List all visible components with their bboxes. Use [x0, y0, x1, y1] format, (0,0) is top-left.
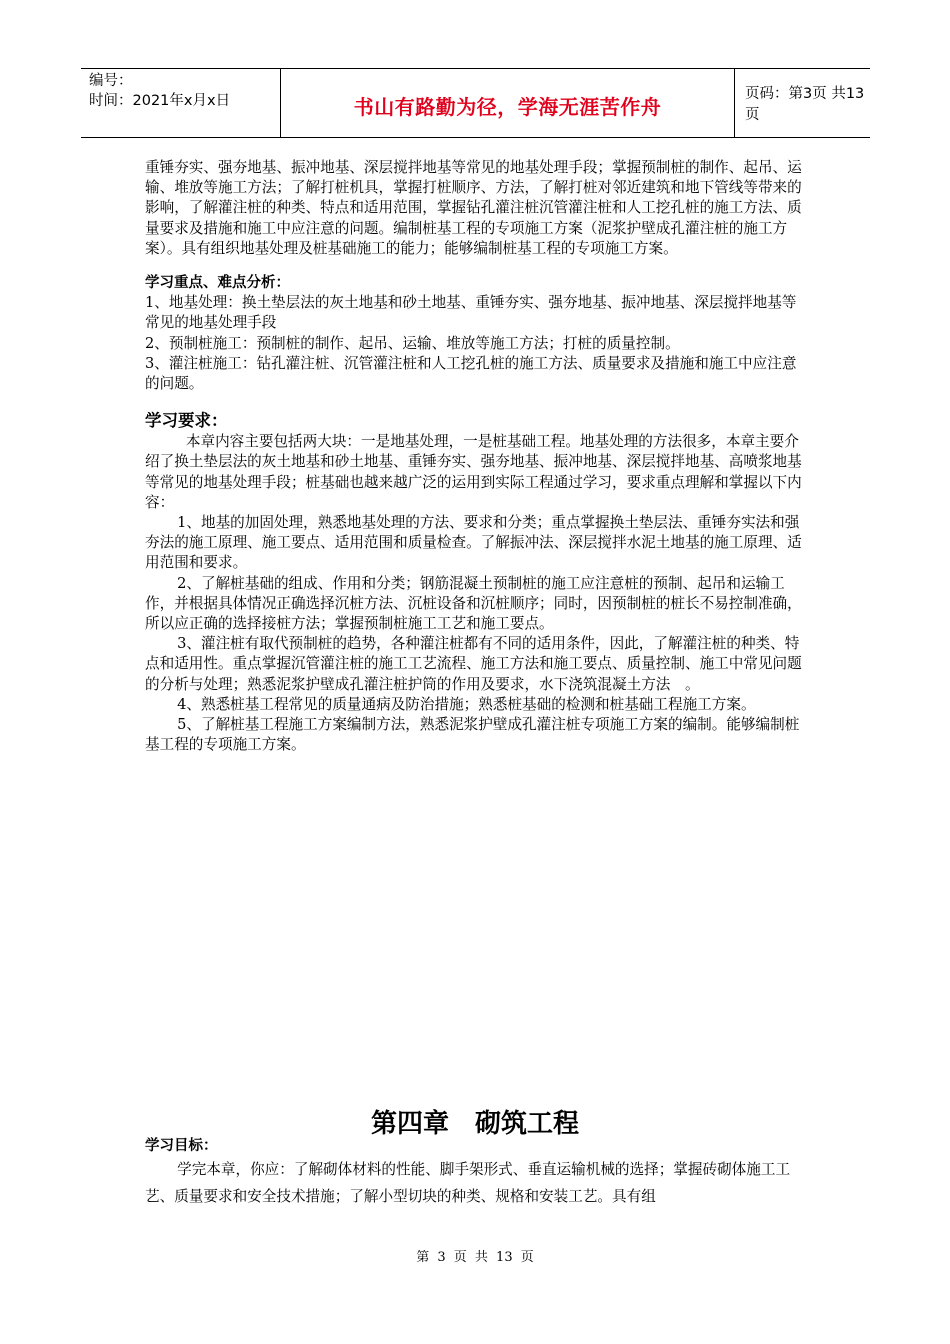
- chapter-title: 第四章 砌筑工程: [370, 1109, 579, 1139]
- key-point-item: 2、预制桩施工：预制桩的制作、起吊、运输、堆放等施工方法；打桩的质量控制。: [145, 334, 680, 352]
- motto-text: 书山有路勤为径，学海无涯苦作舟: [353, 95, 662, 119]
- header-page-cell: [735, 69, 870, 137]
- objectives-text: 学完本章，你应：了解砌体材料的性能、脚手架形式、垂直运输机械的选择；掌握砖砌体施工工艺、质量要求和安全技术措施；了解小型切块的种类、规格和安装工艺。具有组: [145, 1161, 791, 1205]
- key-points-heading: 学习重点、难点分析：: [145, 275, 290, 292]
- intro-paragraph: 重锤夯实、强夯地基、振冲地基、深层搅拌地基等常见的地基处理手段；掌握预制桩的制作、起吊、运输、堆放等施工方法；了解打桩机具，掌握打桩顺序、方法，了解打桩对邻近建筑和地下管线等带来的影响，了解灌注桩的种类、特点和适用范围，掌握钻孔灌注桩沉管灌注桩和人工挖孔桩的施工方法、质量要求及措施和施工中应注意的问题。编制桩基工程的专项施工方案（泥浆护壁成孔灌注桩的施工方案）。具有组织地基处理及桩基础施工的能力；能够编制桩基工程的专项施工方案。: [145, 159, 802, 257]
- requirement-item: 3、灌注桩有取代预制桩的趋势，各种灌注桩都有不同的适用条件，因此，了解灌注桩的种类、特点和适用性。重点掌握沉管灌注桩的施工工艺流程、施工方法和施工要点、质量控制、施工中常见问题的分析与处理；熟悉泥浆护壁成孔灌注桩护筒的作用及要求，水下浇筑混凝土方法 。: [145, 635, 802, 693]
- requirement-item: 5、了解桩基工程施工方案编制方法，熟悉泥浆护壁成孔灌注桩专项施工方案的编制。能够编制桩基工程的专项施工方案。: [145, 716, 800, 754]
- chapter-content: [145, 1135, 810, 1210]
- requirements-intro: 本章内容主要包括两大块：一是地基处理，一是桩基础工程。地基处理的方法很多，本章主要介绍了换土垫层法的灰土地基和砂土地基、重锤夯实、强夯地基、振冲地基、深层搅拌地基、高喷浆地基等常见的地基处理手段；桩基础也越来越广泛的运用到实际工程通过学习，要求重点理解和掌握以下内容：: [145, 433, 802, 511]
- page-footer: 第 3 页 共 13 页: [416, 1250, 534, 1265]
- requirement-item: 2、了解桩基础的组成、作用和分类；钢筋混凝土预制桩的施工应注意桩的预制、起吊和运输工作，并根据具体情况正确选择沉桩方法、沉桩设备和沉桩顺序；同时，因预制桩的桩长不易控制准确，所以应正确的选择接桩方法；掌握预制桩施工工艺和施工要点。: [145, 574, 802, 633]
- requirement-item: 1、地基的加固处理，熟悉地基处理的方法、要求和分类；重点掌握换土垫层法、重锤夯实法和强夯法的施工原理、施工要点、适用范围和质量检查。了解振冲法、深层搅拌水泥土地基的施工原理、适用范围和要求。: [145, 514, 802, 572]
- header-motto-cell: [281, 69, 735, 137]
- key-point-item: 3、灌注桩施工：钻孔灌注桩、沉管灌注桩和人工挖孔桩的施工方法、质量要求及措施和施工中应注意的问题。: [145, 354, 797, 393]
- page-header: [81, 68, 870, 138]
- requirement-item: 4、熟悉桩基工程常见的质量通病及防治措施；熟悉桩基础的检测和桩基础工程施工方案。: [177, 695, 756, 713]
- document-number-label: 编号：: [89, 73, 133, 89]
- requirements-heading: 学习要求：: [145, 411, 228, 431]
- header-meta-cell: [81, 69, 281, 137]
- document-date-label: 时间：2021年x月x日: [89, 93, 231, 109]
- header-page-label: 页码：第3页 共13页: [745, 86, 865, 123]
- objectives-heading: 学习目标：: [145, 1138, 218, 1154]
- key-point-item: 1、地基处理：换土垫层法的灰土地基和砂土地基、重锤夯实、强夯地基、振冲地基、深层搅拌地基等常见的地基处理手段: [145, 294, 797, 332]
- main-content: [145, 158, 810, 755]
